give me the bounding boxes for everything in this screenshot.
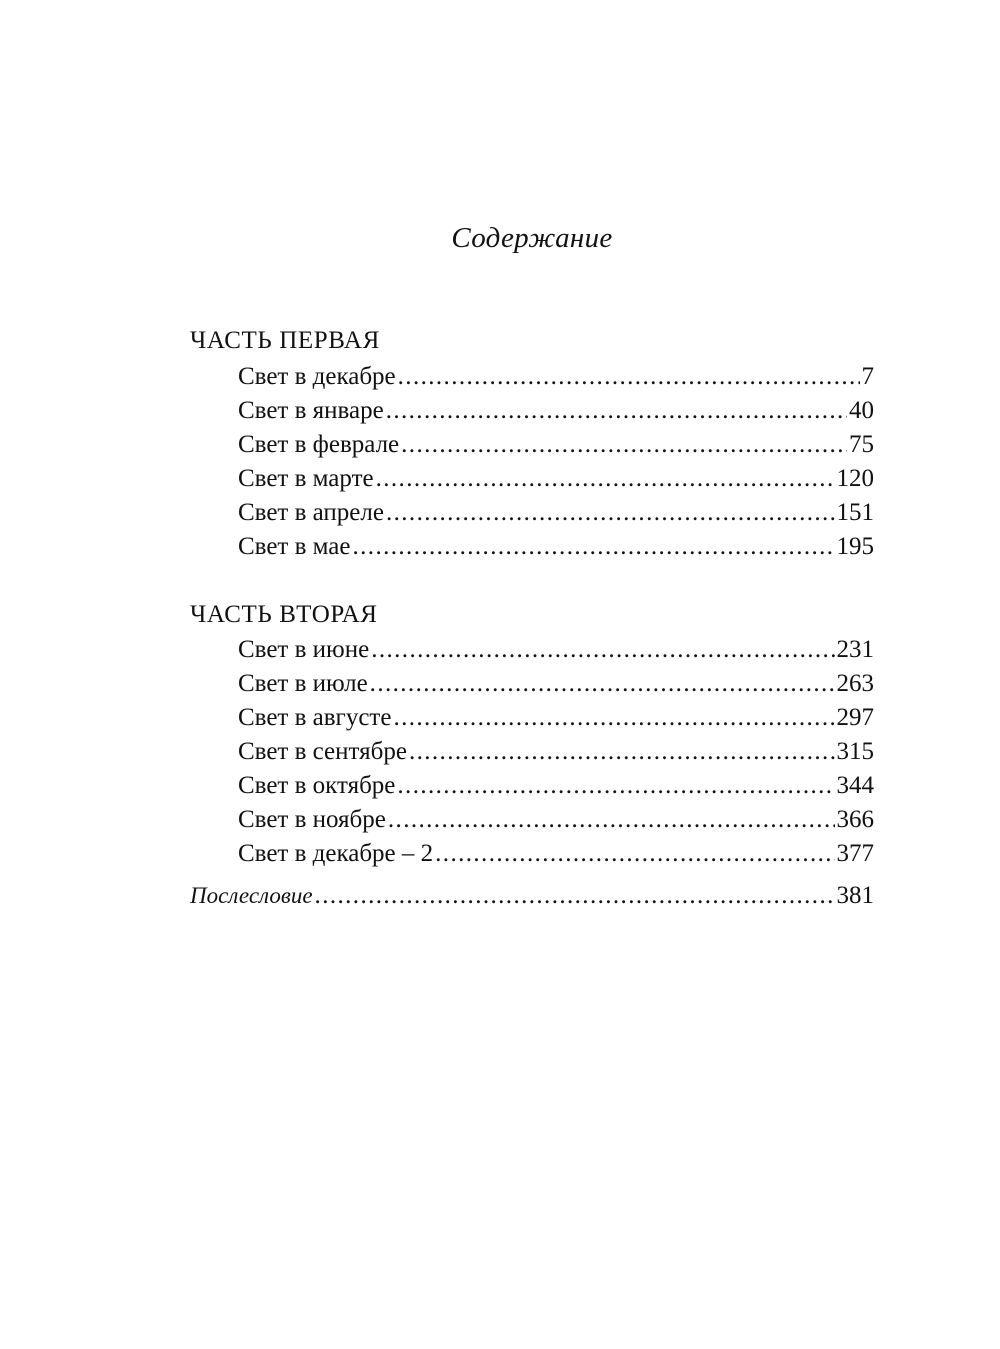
toc-entry-page: 7 [861,363,874,390]
toc-entry[interactable] [238,735,874,769]
toc-entry[interactable] [238,769,874,803]
toc-entry-label: Свет в июле [238,670,368,697]
toc-entry-label: Свет в декабре – 2 [238,840,434,867]
dot-leader [409,735,835,769]
toc-entry-label: Послесловие [190,883,313,908]
toc-entry[interactable] [238,360,874,394]
toc-entry-page: 120 [836,465,874,492]
toc-entry-page: 151 [836,499,874,526]
toc-entry[interactable] [238,428,874,462]
toc-entry[interactable] [238,837,874,871]
toc-entry-label: Свет в ноябре [238,806,386,833]
dot-leader [397,769,834,803]
toc-entry[interactable] [238,462,874,496]
dot-leader [386,394,847,428]
part-two-heading: ЧАСТЬ ВТОРАЯ [190,601,378,628]
dot-leader [388,803,835,837]
toc-entry-label: Свет в июне [238,636,370,663]
dot-leader [386,496,835,530]
toc-entry-page: 344 [836,772,874,799]
toc-entry-page: 40 [849,397,874,424]
toc-entry-label: Свет в сентябре [238,738,407,765]
part-one-heading: ЧАСТЬ ПЕРВАЯ [190,327,380,354]
toc-entry-label: Свет в январе [238,397,384,424]
dot-leader [376,462,835,496]
toc-entry-label: Свет в феврале [238,431,400,458]
toc-entry-page: 297 [836,704,874,731]
toc-entry-page: 381 [836,882,874,909]
dot-leader [435,837,834,871]
toc-entry[interactable] [238,667,874,701]
toc-entry-page: 75 [849,431,874,458]
toc-entry-label: Свет в октябре [238,772,396,799]
toc-title: Содержание [451,222,613,254]
toc-entry[interactable] [238,496,874,530]
toc-entry-page: 195 [836,533,874,560]
toc-entry[interactable] [238,530,874,564]
toc-entry[interactable] [238,803,874,837]
dot-leader [401,428,847,462]
toc-entry-label: Свет в августе [238,704,392,731]
toc-entry-page: 263 [836,670,874,697]
dot-leader [315,879,835,913]
toc-entry-page: 231 [836,636,874,663]
dot-leader [393,701,834,735]
toc-entry-page: 377 [836,840,874,867]
toc-entry-label: Свет в апреле [238,499,384,526]
toc-entry[interactable] [238,394,874,428]
dot-leader [371,633,834,667]
dot-leader [370,667,835,701]
toc-entry-label: Свет в декабре [238,363,396,390]
dot-leader [353,530,835,564]
toc-entry[interactable] [238,701,874,735]
toc-entry-afterword[interactable] [190,879,874,913]
toc-entry-page: 315 [836,738,874,765]
toc-entry-label: Свет в мае [238,533,351,560]
toc-entry-label: Свет в марте [238,465,374,492]
toc-entry[interactable] [238,633,874,667]
toc-entry-page: 366 [836,806,874,833]
dot-leader [398,360,860,394]
